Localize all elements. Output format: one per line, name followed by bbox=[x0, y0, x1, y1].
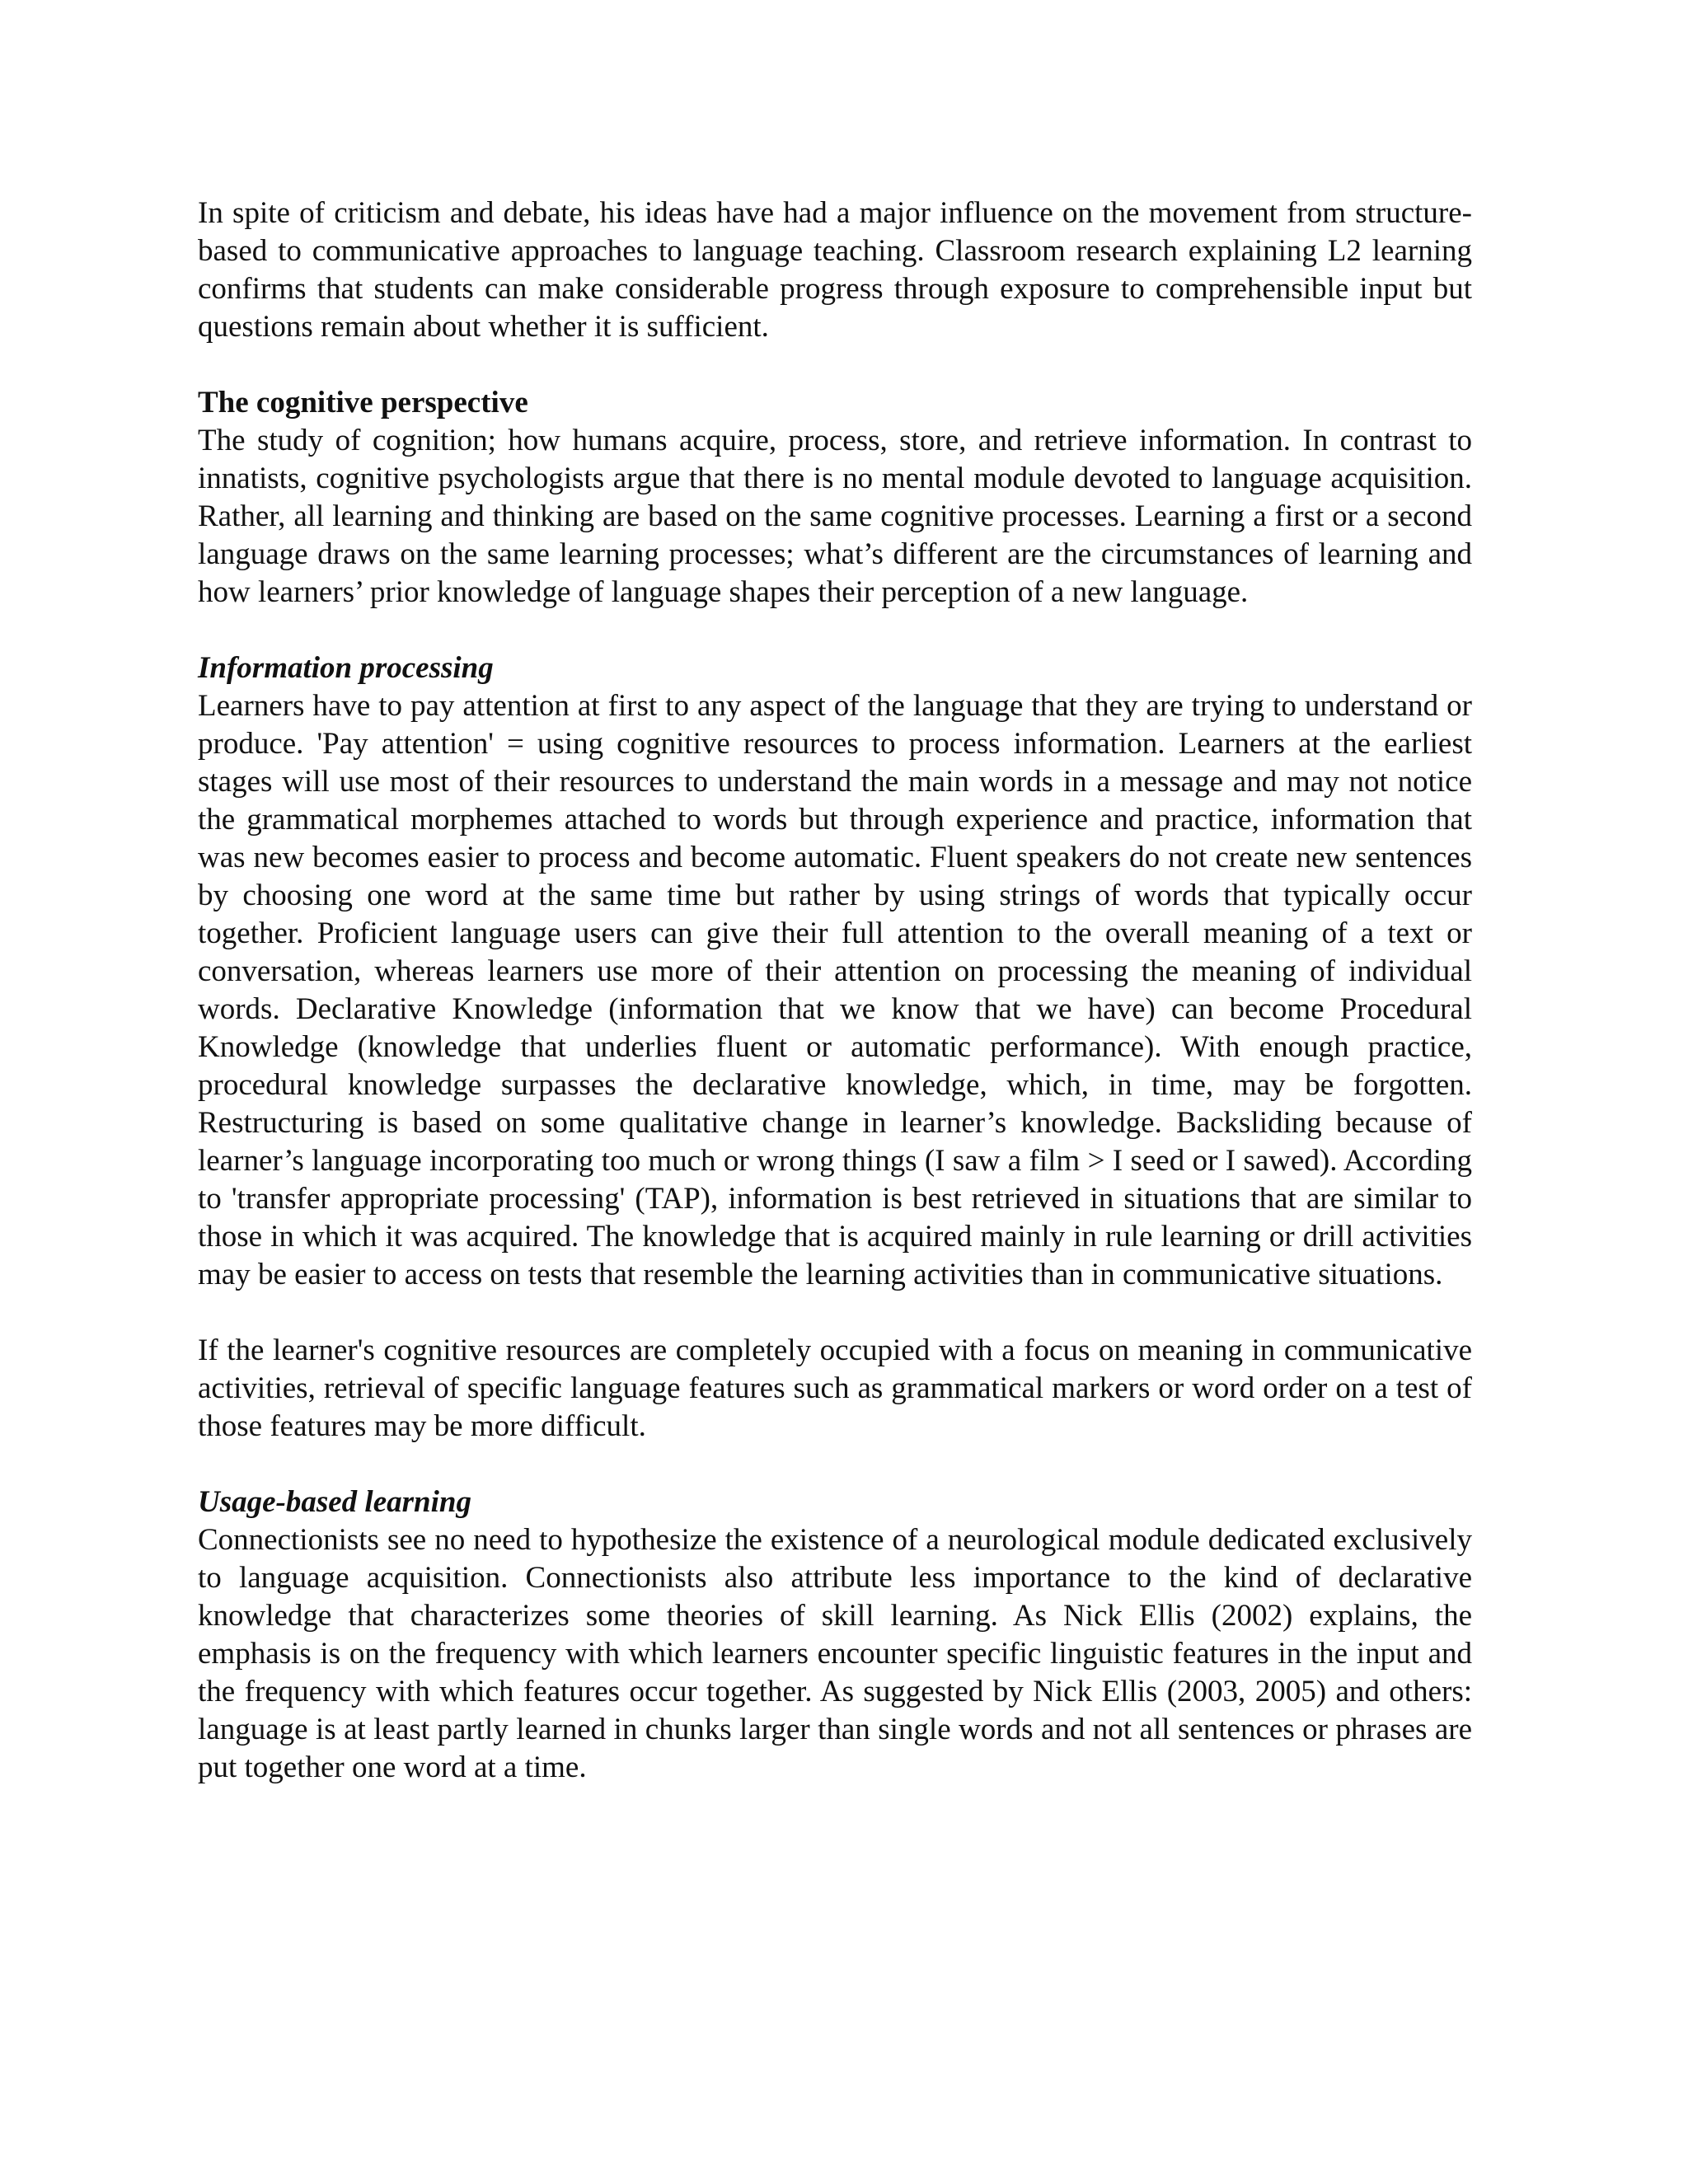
paragraph-spacer bbox=[198, 612, 1472, 649]
usage-based-paragraph: Connectionists see no need to hypothesize the existence of a neurological module dedicated exclusively to language acquisition. Connectionists also attribute less importance to the kind of declarative knowledge that characterizes some theories of skill learning. As Nick Ellis (2002) explains, the emphasis is on the frequency with which learners encounter specific linguistic features in the input and the frequency with which features occur together. As suggested by Nick Ellis (2003, 2005) and others: language is at least partly learned in chunks larger than single words and not all sentences or phrases are put together one word at a time. bbox=[198, 1523, 1472, 1784]
section-heading-cognitive: The cognitive perspective bbox=[198, 386, 528, 419]
section-heading-information-processing: Information processing bbox=[198, 651, 494, 685]
paragraph-spacer bbox=[198, 1446, 1472, 1483]
document-page bbox=[198, 194, 1472, 1787]
cognitive-paragraph: The study of cognition; how humans acquire, process, store, and retrieve information. In contrast to innatists, cognitive psychologists argue that there is no mental module devoted to language acquisition. Rather, all learning and thinking are based on the same cognitive processes. Learning a first or a second language draws on the same learning processes; what’s different are the circumstances of learning and how learners’ prior knowledge of language shapes their perception of a new language. bbox=[198, 424, 1472, 609]
paragraph-spacer bbox=[198, 346, 1472, 384]
paragraph-spacer bbox=[198, 1294, 1472, 1332]
information-processing-paragraph-2: If the learner's cognitive resources are completely occupied with a focus on meaning in communicative activities, retrieval of specific language features such as grammatical markers or word order on a test of those features may be more difficult. bbox=[198, 1333, 1472, 1443]
section-heading-usage-based: Usage-based learning bbox=[198, 1485, 471, 1519]
information-processing-paragraph: Learners have to pay attention at first to any aspect of the language that they are trying to understand or produce. 'Pay attention' = using cognitive resources to process information. Learners at the earliest stages will use most of their resources to understand the main words in a message and may not notice the grammatical morphemes attached to words but through experience and practice, information that was new becomes easier to process and become automatic. Fluent speakers do not create new sentences by choosing one word at the same time but rather by using strings of words that typically occur together. Proficient language users can give their full attention to the overall meaning of a text or conversation, whereas learners use more of their attention on processing the meaning of individual words. Declarative Knowledge (information that we know that we have) can become Procedural Knowledge (knowledge that underlies fluent or automatic performance). With enough practice, procedural knowledge surpasses the declarative knowledge, which, in time, may be forgotten. Restructuring is based on some qualitative change in learner’s knowledge. Backsliding because of learner’s language incorporating too much or wrong things (I saw a film > I seed or I sawed). According to 'transfer appropriate processing' (TAP), information is best retrieved in situations that are similar to those in which it was acquired. The knowledge that is acquired mainly in rule learning or drill activities may be easier to access on tests that resemble the learning activities than in communicative situations. bbox=[198, 689, 1472, 1291]
intro-paragraph: In spite of criticism and debate, his ideas have had a major influence on the movement from structure-based to communicative approaches to language teaching. Classroom research explaining L2 learning confirms that students can make considerable progress through exposure to comprehensible input but questions remain about whether it is sufficient. bbox=[198, 196, 1472, 344]
